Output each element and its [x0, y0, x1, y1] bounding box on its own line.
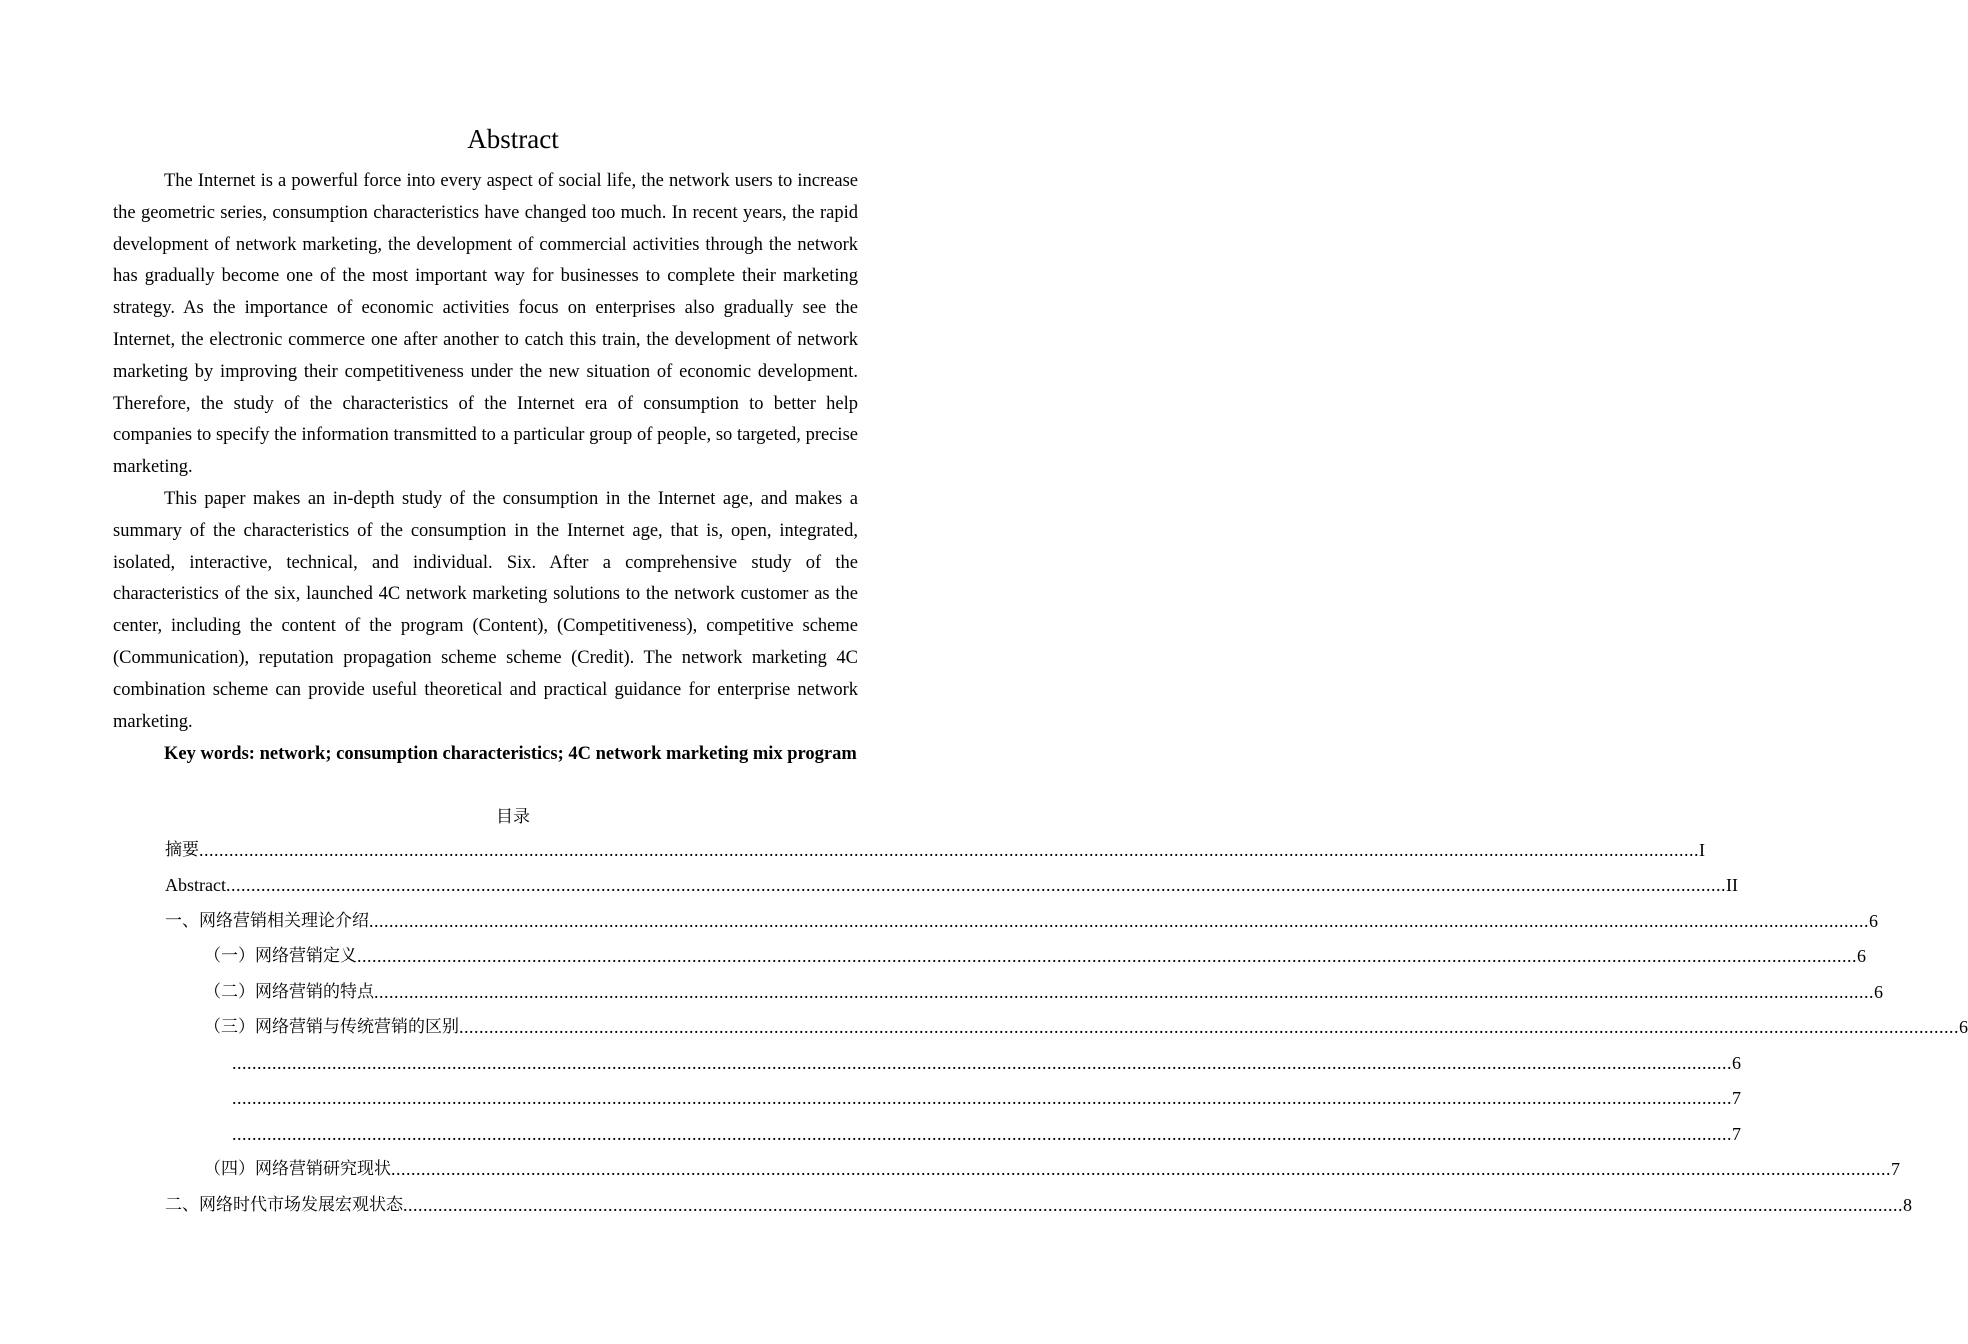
toc-entry-page: 7: [1891, 1159, 1900, 1179]
toc-entry-abstract[interactable]: [165, 871, 1738, 897]
toc-entry-page: 7: [1732, 1088, 1741, 1108]
toc-entry-label: 二、网络时代市场发展宏观状态: [165, 1195, 403, 1215]
toc-entry-subsection-3[interactable]: [232, 1120, 1741, 1146]
toc-entry-section-1-4[interactable]: [204, 1155, 1900, 1181]
toc-leader-dots: ............................................................................................................................................................................................................................................................................................................: [225, 875, 1726, 895]
toc-entry-page: 6: [1869, 911, 1878, 931]
toc-leader-dots: ............................................................................................................................................................................................................................................................................................................: [232, 1088, 1732, 1108]
toc-entry-page: 6: [1959, 1017, 1968, 1037]
toc-entry-label: 摘要: [165, 840, 199, 860]
toc-leader-dots: ............................................................................................................................................................................................................................................................................................................: [232, 1053, 1732, 1073]
toc-leader-dots: ............................................................................................................................................................................................................................................................................................................: [391, 1159, 1891, 1179]
toc-entry-section-1-2[interactable]: [204, 978, 1883, 1004]
toc-leader-dots: ............................................................................................................................................................................................................................................................................................................: [232, 1124, 1732, 1144]
toc-entry-page: I: [1699, 840, 1705, 860]
toc-leader-dots: ............................................................................................................................................................................................................................................................................................................: [199, 840, 1699, 860]
toc-entry-section-1-1[interactable]: [204, 942, 1866, 968]
toc-leader-dots: ............................................................................................................................................................................................................................................................................................................: [459, 1017, 1959, 1037]
toc-entry-chapter-1[interactable]: [165, 907, 1878, 933]
toc-entry-page: 6: [1874, 982, 1883, 1002]
toc-entry-label: （四）网络营销研究现状: [204, 1159, 391, 1179]
toc-entry-label: Abstract: [165, 875, 226, 895]
toc-leader-dots: ............................................................................................................................................................................................................................................................................................................: [369, 911, 1869, 931]
toc-entry-label: （一）网络营销定义: [204, 946, 357, 966]
toc-heading: 目录: [496, 807, 530, 827]
toc-entry-label: （二）网络营销的特点: [204, 982, 374, 1002]
toc-entry-section-1-3[interactable]: [204, 1013, 1968, 1039]
toc-entry-summary[interactable]: [165, 836, 1705, 862]
abstract-keywords: Key words: network; consumption characteristics; 4C network marketing mix program: [164, 744, 857, 764]
toc-entry-subsection-2[interactable]: [232, 1084, 1741, 1110]
abstract-title: Abstract: [467, 124, 559, 154]
toc-leader-dots: ............................................................................................................................................................................................................................................................................................................: [403, 1195, 1903, 1215]
toc-entry-page: 6: [1732, 1053, 1741, 1073]
toc-entry-label: （三）网络营销与传统营销的区别: [204, 1017, 459, 1037]
abstract-paragraph-1: The Internet is a powerful force into every aspect of social life, the network users to increase the geometric series, consumption characteristics have changed too much. In recent years, the rapid development of network marketing, the development of commercial activities through the network has gradually become one of the most important way for businesses to complete their marketing strategy. As the importance of economic activities focus on enterprises also gradually see the Internet, the electronic commerce one after another to catch this train, the development of network marketing by improving their competitiveness under the new situation of economic development. Therefore, the study of the characteristics of the Internet era of consumption to better help companies to specify the information transmitted to a particular group of people, so targeted, precise marketing.: [113, 171, 858, 478]
toc-entry-page: II: [1725, 875, 1738, 895]
toc-leader-dots: ............................................................................................................................................................................................................................................................................................................: [357, 946, 1857, 966]
toc-leader-dots: ............................................................................................................................................................................................................................................................................................................: [374, 982, 1874, 1002]
toc-entry-page: 8: [1903, 1195, 1912, 1215]
toc-entry-chapter-2[interactable]: [165, 1191, 1912, 1217]
toc-entry-page: 6: [1857, 946, 1866, 966]
toc-entry-page: 7: [1732, 1124, 1741, 1144]
abstract-paragraph-2: This paper makes an in-depth study of the consumption in the Internet age, and makes a summary of the characteristics of the consumption in the Internet age, that is, open, integrated, isolated, interactive, technical, and individual. Six. After a comprehensive study of the characteristics of the six, launched 4C network marketing solutions to the network customer as the center, including the content of the program (Content), (Competitiveness), competitive scheme (Communication), reputation propagation scheme scheme (Credit). The network marketing 4C combination scheme can provide useful theoretical and practical guidance for enterprise network marketing.: [113, 489, 858, 732]
toc-entry-label: 一、网络营销相关理论介绍: [165, 911, 369, 931]
toc-entry-subsection-1[interactable]: [232, 1049, 1741, 1075]
